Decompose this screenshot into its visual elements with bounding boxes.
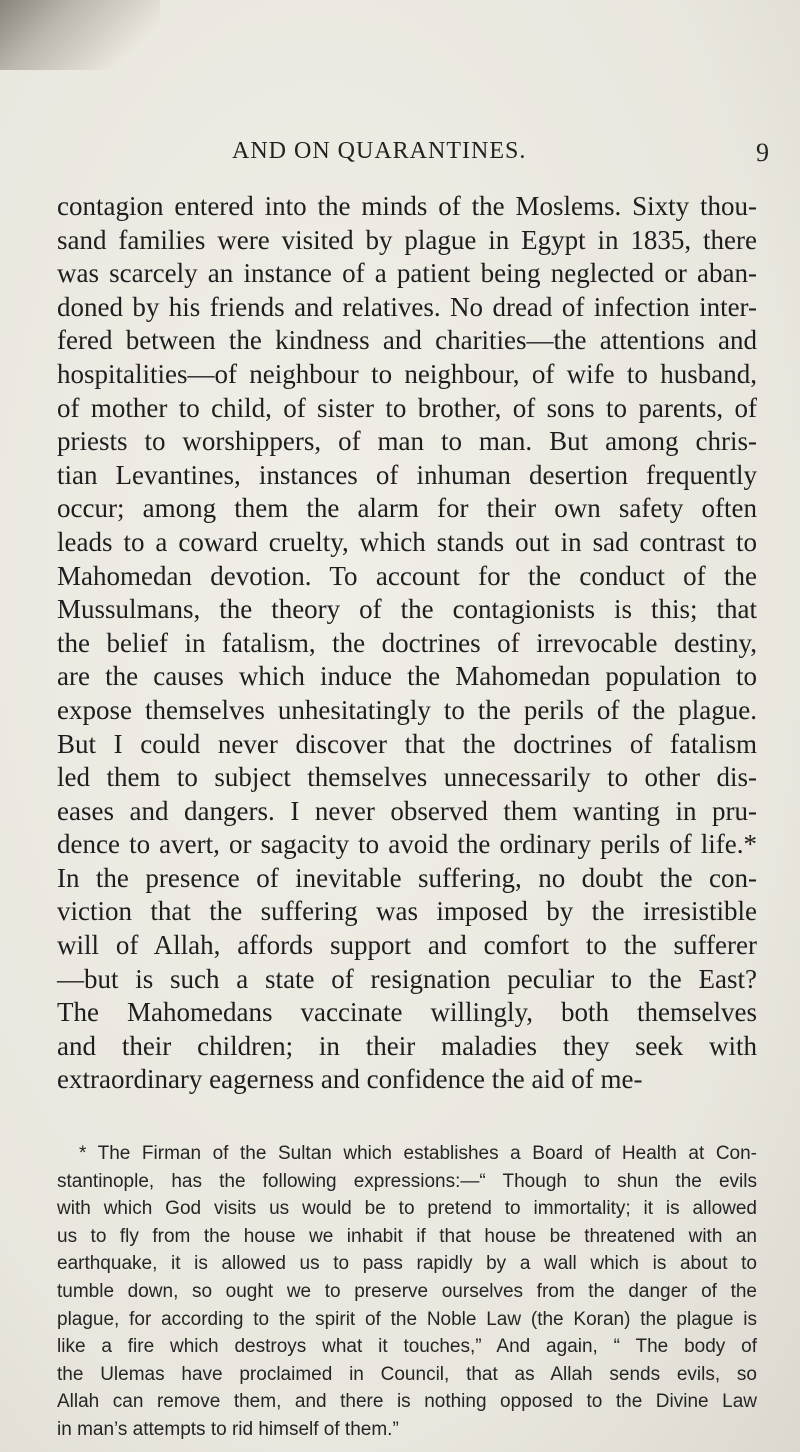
footnote-line: like a fire which destroys what it touches,” And again, “ The body of xyxy=(57,1336,757,1358)
text-line: —but is such a state of resignation peculiar to the East? xyxy=(57,963,757,994)
page-header xyxy=(0,138,800,178)
footnote-line: the Ulemas have proclaimed in Council, that as Allah sends evils, so xyxy=(57,1363,757,1385)
text-line: occur; among them the alarm for their own safety often xyxy=(57,493,757,524)
text-line: hospitalities—of neighbour to neighbour, of wife to husband, xyxy=(57,358,757,389)
text-line: expose themselves unhesitatingly to the perils of the plague. xyxy=(57,694,757,725)
text-line: and their children; in their maladies they seek with xyxy=(57,1030,757,1061)
text-line: dence to avert, or sagacity to avoid the ordinary perils of life.* xyxy=(57,829,757,860)
footnote-line: earthquake, it is allowed us to pass rapidly by a wall which is about to xyxy=(57,1253,757,1275)
text-line: are the causes which induce the Mahomedan population to xyxy=(57,661,757,692)
text-line: viction that the suffering was imposed by the irresistible xyxy=(57,896,757,927)
footnote-line: in man’s attempts to rid himself of them.” xyxy=(57,1418,399,1440)
text-line: leads to a coward cruelty, which stands out in sad contrast to xyxy=(57,526,757,557)
running-head: AND ON QUARANTINES. xyxy=(232,138,527,164)
page-number: 9 xyxy=(756,138,769,167)
text-line: But I could never discover that the doctrines of fatalism xyxy=(57,728,757,759)
text-line: tian Levantines, instances of inhuman desertion frequently xyxy=(57,459,757,490)
footnote-line: * The Firman of the Sultan which establishes a Board of Health at Con- xyxy=(79,1143,757,1164)
text-line: doned by his friends and relatives. No dread of infection inter- xyxy=(57,291,757,322)
text-line: extraordinary eagerness and confidence the aid of me- xyxy=(57,1064,643,1095)
text-line: priests to worshippers, of man to man. But among chris- xyxy=(57,426,757,457)
text-line: will of Allah, affords support and comfort to the sufferer xyxy=(57,930,757,961)
text-line: the belief in fatalism, the doctrines of irrevocable destiny, xyxy=(57,627,757,658)
text-line: Mahomedan devotion. To account for the conduct of the xyxy=(57,560,757,591)
text-line: sand families were visited by plague in Egypt in 1835, there xyxy=(57,224,757,255)
page-corner-shadow xyxy=(0,0,160,70)
text-line: The Mahomedans vaccinate willingly, both themselves xyxy=(57,997,757,1028)
text-line: Mussulmans, the theory of the contagionists is this; that xyxy=(57,594,757,625)
footnote-line: tumble down, so ought we to preserve ourselves from the danger of the xyxy=(57,1280,757,1302)
footnote-line: plague, for according to the spirit of the Noble Law (the Koran) the plague is xyxy=(57,1308,757,1330)
footnote-line: stantinople, has the following expressions:—“ Though to shun the evils xyxy=(57,1170,757,1192)
footnote-line: with which God visits us would be to pretend to immortality; it is allowed xyxy=(57,1198,757,1220)
footnote xyxy=(57,1140,757,1444)
text-line: led them to subject themselves unnecessarily to other dis- xyxy=(57,762,757,793)
body-text xyxy=(57,190,757,1097)
text-line: In the presence of inevitable suffering, no doubt the con- xyxy=(57,862,757,893)
text-line: eases and dangers. I never observed them wanting in pru- xyxy=(57,795,757,826)
text-line: contagion entered into the minds of the Moslems. Sixty thou- xyxy=(57,191,757,221)
text-line: fered between the kindness and charities—the attentions and xyxy=(57,325,757,356)
footnote-line: Allah can remove them, and there is nothing opposed to the Divine Law xyxy=(57,1391,757,1413)
text-line: was scarcely an instance of a patient being neglected or aban- xyxy=(57,258,757,289)
footnote-line: us to fly from the house we inhabit if that house be threatened with an xyxy=(57,1225,757,1247)
text-line: of mother to child, of sister to brother, of sons to parents, of xyxy=(57,392,757,423)
